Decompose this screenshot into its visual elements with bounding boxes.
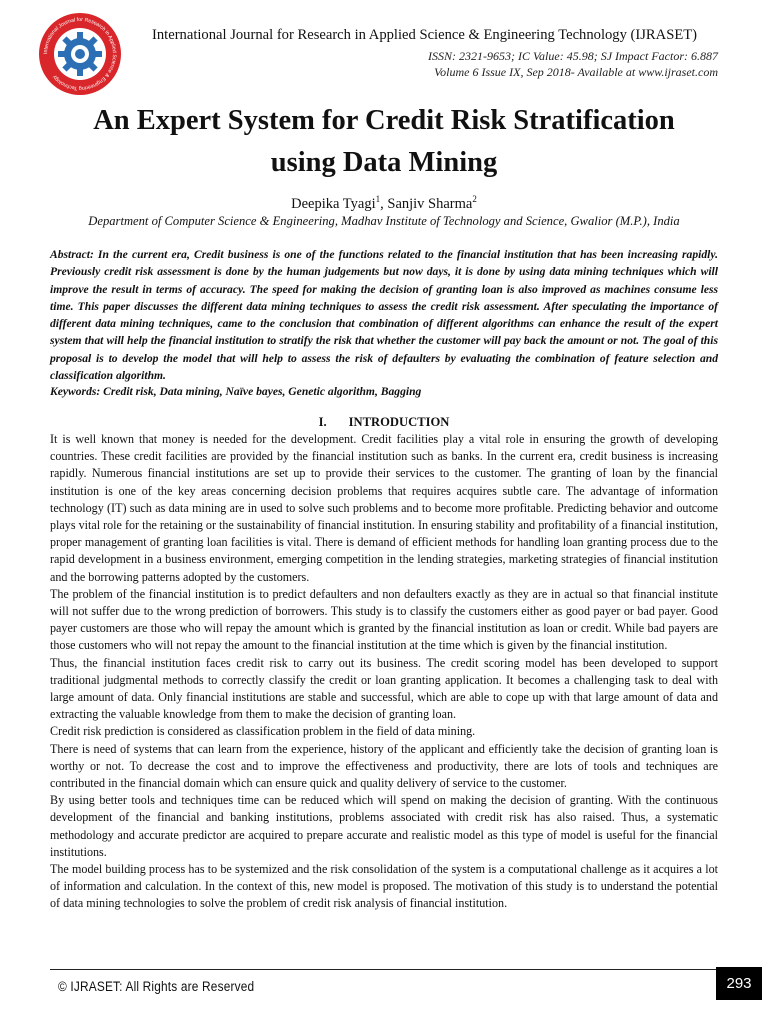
logo-ring-text: International Journal for Research in Applied Science & Engineering Technology [42,16,118,92]
body-paragraph: The problem of the financial institution is to predict defaulters and non defaulters exactly as they are in actual so that financial institute will not suffer due to the wrong prediction of borrowers. This study is to classify the customers either as good payer or bad payer. Good payer customers are those who will repay the amount which is granted by the financial institution as loan or credit. While bad payers are those customers who will not repay the amount to the financial institution at the time which is given by the financial institution. [50,586,718,653]
body-paragraph: Thus, the financial institution faces credit risk to carry out its business. The credit scoring model has been developed to support traditional judgmental methods to correctly classify the credit or loan granting application. It becomes a challenging task to deal with large amount of data. Only financial institutions are stable and successful, which are able to cope up with that large amount of data and extracting the valuable knowledge from them to make the decision of granting loan. [50,655,718,722]
author-1: Deepika Tyagi [291,195,376,212]
section-title: INTRODUCTION [348,415,450,429]
body-paragraph: There is need of systems that can learn from the experience, history of the applicant and efficiently take the decision of granting loan is worthy or not. To decrease the cost and to improve the effectiveness and productivity, there are lots of tools and techniques are contributed in the financial domain which can ensure quick and quality delivery of service to the customer. [50,741,718,791]
author-2: Sanjiv Sharma [387,195,473,212]
body-paragraph: It is well known that money is needed for the development. Credit facilities play a vital role in ensuring the growth of developing countries. These credit facilities are provided by the financial institution such as banks. In the current era, credit business is increasing rapidly. Numerous financial institutions are set up to provide their services to the customer. The granting of loan by the financial institution is one of the key areas concerning decision problems that requires acquires subtle care. The advantage of information technology (IT) such as data mining are in used to solve such problems and to become more profitable. Predicting behavior and outcome plays vital role for the retaining or the sustainability of financial institution. In ensuring stability and profitability of a financial institution, proper management of granting loan facilities is vital. There is demand of efficient methods for handling loan granting process due to the rapid development in a business environment, emerging competition in the lending strategies, marketing strategies of financial institution and the borrowing patterns adopted by the customers. [50,432,718,584]
volume-line: Volume 6 Issue IX, Sep 2018- Available at www.ijraset.com [434,65,718,79]
section-number: I. [318,415,327,429]
journal-seal-icon [34,9,126,99]
journal-logo [34,9,126,99]
author-2-affiliation-mark: 2 [472,194,477,204]
paper-title [40,100,728,184]
page-number: 293 [716,967,762,1000]
journal-name: International Journal for Research in Applied Science & Engineering Technology (IJRASET) [152,27,698,43]
body-paragraph: The model building process has to be systemized and the risk consolidation of the system is a computational challenge as it acquires a lot of information and calculation. In the context of this, new model is proposed. The motivation of this study is to understand the potential of data mining technologies to solve the problem of credit risk analysis of financial institution. [50,862,718,911]
issn-line: ISSN: 2321-9653; IC Value: 45.98; SJ Impact Factor: 6.887 [428,49,718,63]
paper-title-line-1: An Expert System for Credit Risk Stratification [93,105,675,136]
abstract: Abstract: In the current era, Credit business is one of the functions related to the financial institution that has been increasing rapidly. Previously credit risk assessment is done by the human judgements but now days, it is done by using data mining techniques which will improve the result in terms of accuracy. The speed for making the decision of granting loan is also improved as machines consume less time. This paper discusses the different data mining techniques to assess the credit risk assessment. After speculating the importance of different data mining techniques, came to the conclusion that combination of different algorithms can enhance the result of the expert system that will help the financial institution to stratify the risk that whether the customer will pay back the amount or not. The goal of this proposal is to develop the model that will help to assess the risk of defaulters by evaluating the combination of feature selection and classification algorithm. [50,248,718,382]
footer-divider [50,969,718,970]
affiliation: Department of Computer Science & Engineering, Madhav Institute of Technology and Science, Gwalior (M.P.), India [88,214,680,228]
author-1-affiliation-mark: 1 [375,194,381,204]
section-heading [0,415,768,430]
paper-title-line-2: using Data Mining [270,147,498,178]
author-line [0,194,768,213]
keywords: Keywords: Credit risk, Data mining, Naïve bayes, Genetic algorithm, Bagging [50,385,422,398]
section-body [50,431,718,913]
body-paragraph: Credit risk prediction is considered as classification problem in the field of data mining. [50,724,476,739]
author-separator: , [380,195,388,212]
copyright-notice: © IJRASET: All Rights are Reserved [58,979,255,994]
body-paragraph: By using better tools and techniques time can be reduced which will spend on making the decision of granting. With the continuous development of the financial and banking institutions, problems associated with credit risk has also raised. Thus, a systematic methodology and accurate predictor are acquired to prepare accurate and realistic model as this type of model is useful for the financial institutions. [50,793,718,859]
